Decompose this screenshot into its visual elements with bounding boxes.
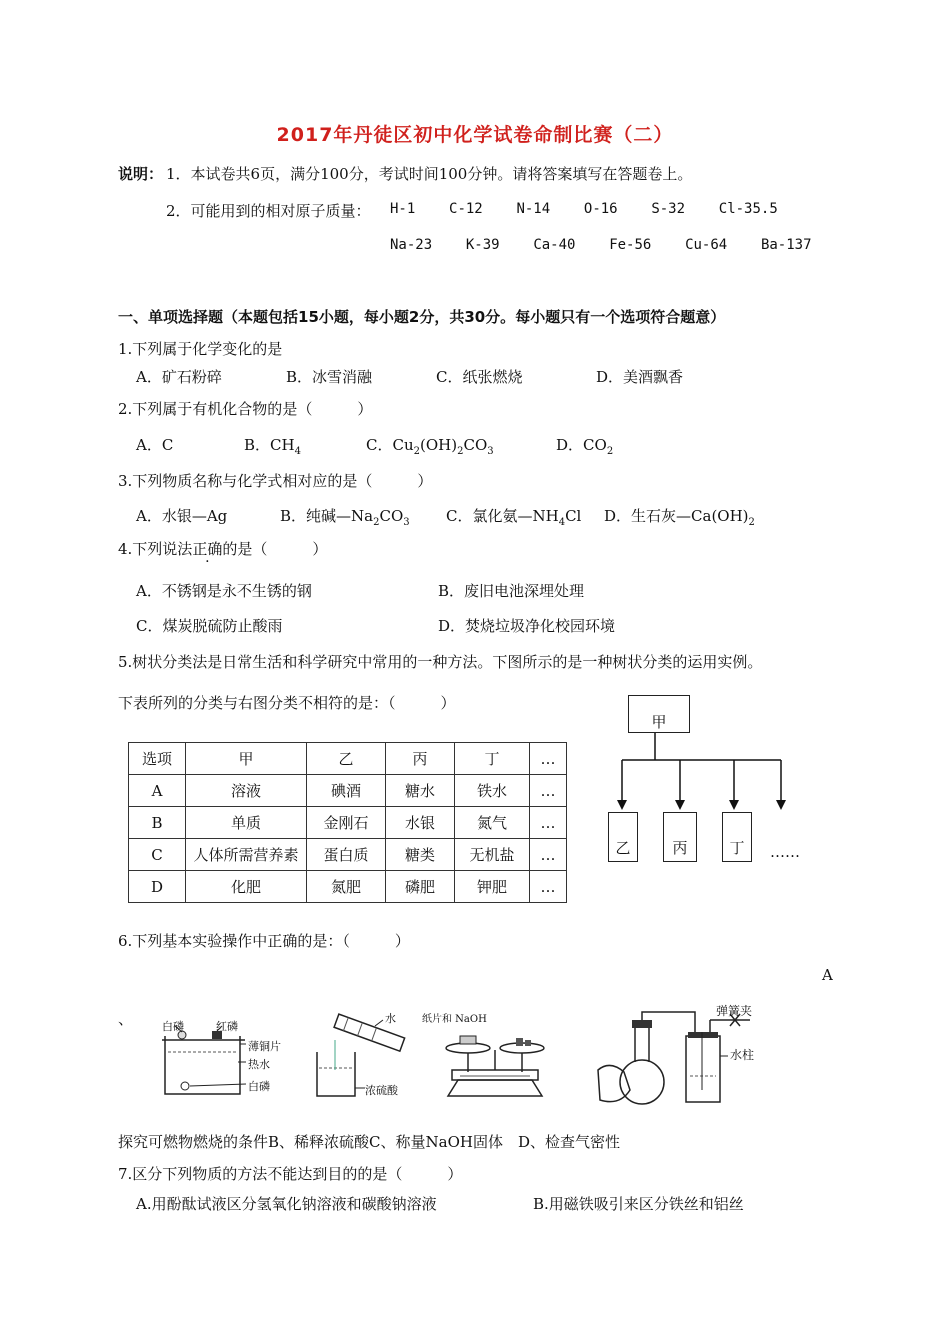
formula-subscript: 2 bbox=[373, 517, 380, 528]
formula-text: CO bbox=[463, 436, 488, 454]
mass-item: K-39 bbox=[465, 237, 500, 253]
table-cell: … bbox=[530, 775, 567, 807]
q7-option-a: A.用酚酞试液区分氢氧化钠溶液和碳酸钠溶液 bbox=[136, 1195, 437, 1213]
q3-option-a: A．水银—Ag bbox=[136, 507, 228, 525]
figure-label: 水 bbox=[385, 1012, 396, 1025]
table-header: 选项 bbox=[129, 743, 186, 775]
question-5-stem-1: 5.树状分类法是日常生活和科学研究中常用的一种方法。下图所示的是一种树状分类的运用实例。 bbox=[118, 653, 763, 671]
formula-text: CO bbox=[379, 507, 404, 525]
formula-subscript: 2 bbox=[413, 446, 420, 457]
formula-subscript: 2 bbox=[748, 517, 755, 528]
q1-option-b: B．冰雪消融 bbox=[286, 368, 373, 386]
table-header-row bbox=[129, 743, 567, 775]
q3-option-b bbox=[280, 505, 410, 528]
q1-option-d: D．美酒飘香 bbox=[596, 368, 684, 386]
atomic-mass-row-2 bbox=[390, 237, 812, 253]
tree-leaf-box: 乙 bbox=[608, 812, 638, 862]
arrow-icon bbox=[729, 760, 739, 810]
mass-item: S-32 bbox=[651, 201, 686, 217]
notes-label: 说明： bbox=[118, 165, 164, 183]
figure-label: 纸片和 NaOH bbox=[422, 1014, 487, 1025]
question-6-captions: 探究可燃物燃烧的条件B、稀释浓硫酸C、称量NaOH固体 D、检查气密性 bbox=[118, 1133, 620, 1151]
table-cell: … bbox=[530, 871, 567, 903]
table-cell: 钾肥 bbox=[455, 871, 530, 903]
table-header: 丁 bbox=[455, 743, 530, 775]
table-cell: 化肥 bbox=[186, 871, 307, 903]
table-cell: 蛋白质 bbox=[307, 839, 386, 871]
formula-text: C．氯化氨—NH bbox=[446, 507, 559, 525]
question-4-stem bbox=[118, 538, 327, 559]
question-6-stem: 6.下列基本实验操作中正确的是：（ ） bbox=[118, 932, 410, 950]
notes-line-2-prefix: 2．可能用到的相对原子质量： bbox=[166, 202, 371, 220]
q2-option-a: A．C bbox=[136, 436, 174, 454]
arrow-icon bbox=[776, 760, 786, 810]
q2-option-c bbox=[366, 434, 494, 457]
table-cell: 溶液 bbox=[186, 775, 307, 807]
figure-label: 弹簧夹 bbox=[716, 1004, 753, 1018]
formula-text: D．生石灰—Ca(OH) bbox=[604, 507, 749, 525]
formula-text: C．Cu bbox=[366, 436, 414, 454]
q2-option-b bbox=[244, 434, 301, 457]
arrow-icon bbox=[675, 760, 685, 810]
table-cell: … bbox=[530, 807, 567, 839]
table-row bbox=[129, 871, 567, 903]
mass-item: Na-23 bbox=[390, 237, 433, 253]
figure-a-combustion bbox=[160, 1018, 280, 1098]
classification-table bbox=[128, 742, 567, 903]
stem-text: 的是（ ） bbox=[222, 540, 328, 558]
tree-root-box: 甲 bbox=[628, 695, 690, 733]
notes-line-1: 1．本试卷共6页，满分100分，考试时间100分钟。请将答案填写在答题卷上。 bbox=[166, 165, 693, 183]
figure-label: 浓硫酸 bbox=[365, 1084, 398, 1097]
table-cell: … bbox=[530, 839, 567, 871]
table-cell: 水银 bbox=[386, 807, 455, 839]
stray-mark: 、 bbox=[118, 1010, 134, 1028]
table-cell: 金刚石 bbox=[307, 807, 386, 839]
figure-label: 热水 bbox=[248, 1058, 270, 1071]
formula-text: D．CO bbox=[556, 436, 607, 454]
formula-subscript: 3 bbox=[403, 517, 410, 528]
mass-item: C-12 bbox=[449, 201, 483, 217]
question-3-stem: 3.下列物质名称与化学式相对应的是（ ） bbox=[118, 472, 433, 490]
table-cell: A bbox=[129, 775, 186, 807]
figure-label: 水柱 bbox=[730, 1048, 755, 1062]
flask-apparatus-icon bbox=[590, 1010, 790, 1110]
table-cell: 人体所需营养素 bbox=[186, 839, 307, 871]
formula-text: B．纯碱—Na bbox=[280, 507, 374, 525]
mass-item: N-14 bbox=[516, 201, 551, 217]
figure-c-balance bbox=[422, 1010, 550, 1100]
q4-option-b: B．废旧电池深埋处理 bbox=[438, 582, 585, 600]
table-header: 甲 bbox=[186, 743, 307, 775]
mass-item: Cu-64 bbox=[685, 237, 728, 253]
question-7-stem: 7.区分下列物质的方法不能达到目的的是（ ） bbox=[118, 1165, 463, 1183]
formula-subscript: 4 bbox=[294, 446, 301, 457]
q4-option-a: A．不锈钢是永不生锈的钢 bbox=[136, 582, 312, 600]
q3-option-c bbox=[446, 505, 581, 528]
question-5-stem-2: 下表所列的分类与右图分类不相符的是：（ ） bbox=[118, 694, 456, 712]
table-cell: 铁水 bbox=[455, 775, 530, 807]
figure-label: 薄铜片 bbox=[248, 1040, 281, 1053]
tree-leaf-box: 丁 bbox=[722, 812, 752, 862]
table-cell: 单质 bbox=[186, 807, 307, 839]
figure-label: 红磷 bbox=[216, 1020, 238, 1033]
table-cell: C bbox=[129, 839, 186, 871]
table-cell: B bbox=[129, 807, 186, 839]
formula-text: Cl bbox=[565, 507, 582, 525]
table-row bbox=[129, 839, 567, 871]
formula-text: (OH) bbox=[420, 436, 458, 454]
emphasis-text: 正确 bbox=[192, 540, 223, 558]
table-cell: 碘酒 bbox=[307, 775, 386, 807]
page-title: 2017年丹徒区初中化学试卷命制比赛（二） bbox=[276, 124, 674, 146]
q4-option-c: C．煤炭脱硫防止酸雨 bbox=[136, 617, 283, 635]
table-cell: 磷肥 bbox=[386, 871, 455, 903]
figure-label: 白磷 bbox=[162, 1020, 184, 1033]
table-cell: 氮气 bbox=[455, 807, 530, 839]
table-row bbox=[129, 807, 567, 839]
q4-option-d: D．焚烧垃圾净化校园环境 bbox=[438, 617, 616, 635]
figure-label: 白磷 bbox=[248, 1080, 270, 1093]
atomic-mass-row-1 bbox=[390, 201, 778, 217]
tree-leaf-box: 丙 bbox=[663, 812, 697, 862]
table-cell: D bbox=[129, 871, 186, 903]
question-1-stem: 1.下列属于化学变化的是 bbox=[118, 340, 283, 358]
formula-text: B．CH bbox=[244, 436, 295, 454]
formula-subscript: 4 bbox=[558, 517, 566, 528]
table-cell: 氮肥 bbox=[307, 871, 386, 903]
formula-subscript: 2 bbox=[457, 446, 464, 457]
table-header: … bbox=[530, 743, 567, 775]
table-header: 丙 bbox=[386, 743, 455, 775]
stem-text: 4.下列说法 bbox=[118, 540, 193, 558]
mass-item: Cl-35.5 bbox=[718, 201, 778, 217]
arrow-icon bbox=[617, 760, 627, 810]
q1-option-c: C．纸张燃烧 bbox=[436, 368, 523, 386]
mass-item: H-1 bbox=[390, 201, 416, 217]
q7-option-b: B.用磁铁吸引来区分铁丝和铝丝 bbox=[533, 1195, 744, 1213]
formula-subscript: 3 bbox=[487, 446, 494, 457]
table-cell: 糖类 bbox=[386, 839, 455, 871]
mass-item: Ca-40 bbox=[533, 237, 576, 253]
table-cell: 糖水 bbox=[386, 775, 455, 807]
table-cell: 无机盐 bbox=[455, 839, 530, 871]
question-2-stem: 2.下列属于有机化合物的是（ ） bbox=[118, 400, 373, 418]
stray-letter: A bbox=[822, 966, 833, 984]
section-heading: 一、单项选择题（本题包括15小题，每小题2分，共30分。每小题只有一个选项符合题意） bbox=[118, 308, 726, 326]
table-row bbox=[129, 775, 567, 807]
mass-item: Ba-137 bbox=[760, 237, 812, 253]
q3-option-d bbox=[604, 505, 755, 528]
figure-b-dilution bbox=[305, 1010, 425, 1100]
table-header: 乙 bbox=[307, 743, 386, 775]
figure-d-airtightness bbox=[590, 1004, 790, 1110]
q1-option-a: A．矿石粉碎 bbox=[136, 368, 222, 386]
q2-option-d bbox=[556, 434, 613, 457]
mass-item: O-16 bbox=[583, 201, 618, 217]
tree-ellipsis: …… bbox=[770, 843, 800, 861]
mass-item: Fe-56 bbox=[609, 237, 652, 253]
formula-subscript: 2 bbox=[606, 446, 614, 457]
